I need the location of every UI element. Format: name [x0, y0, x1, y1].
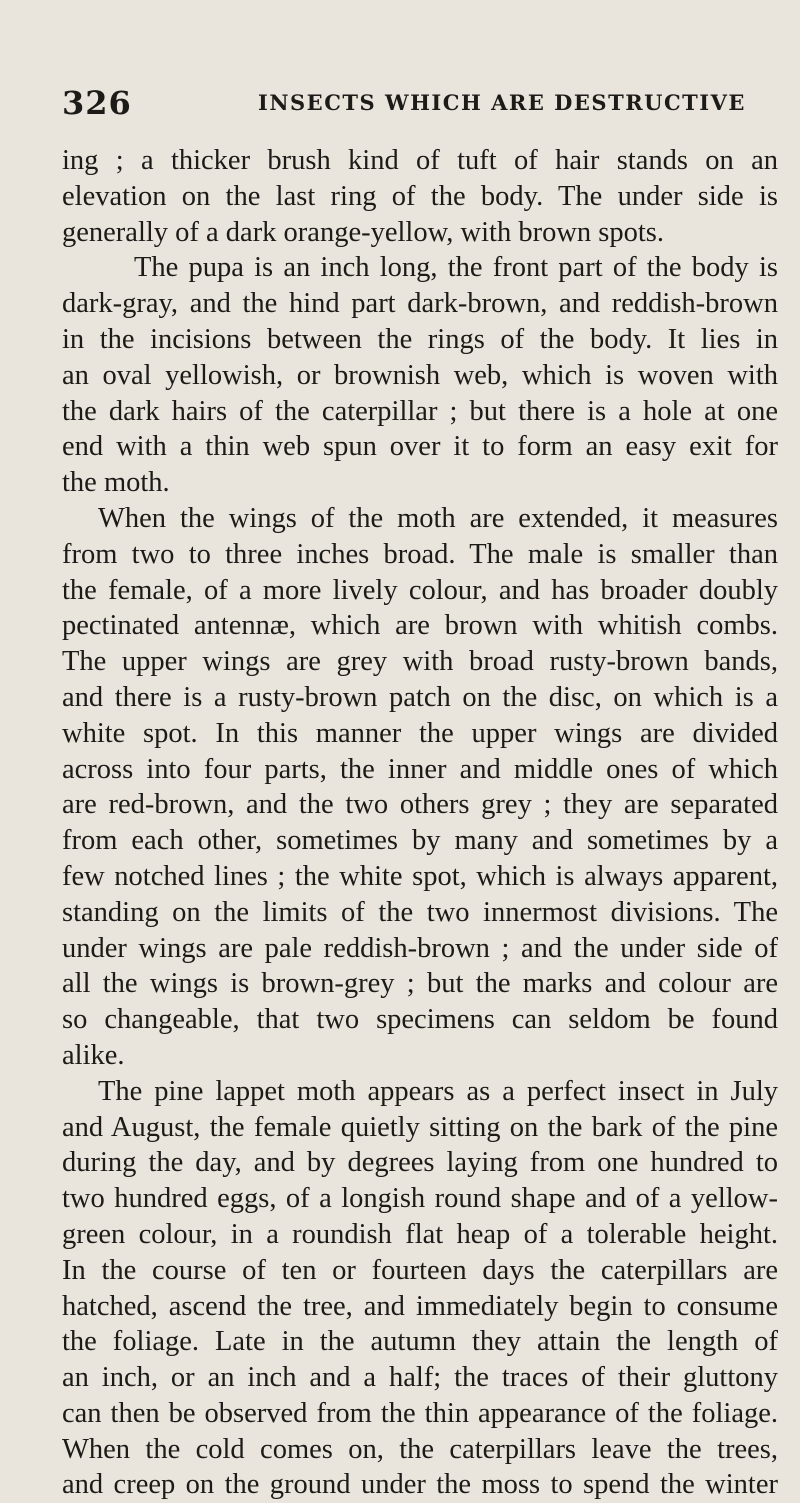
text-line: are red-brown, and the two others grey ; they are separated — [62, 789, 778, 821]
text-line: The pupa is an inch long, the front part of the body is — [134, 252, 778, 284]
text-line: In the course of ten or fourteen days the caterpillars are — [62, 1254, 778, 1286]
text-line: The pine lappet moth appears as a perfect insect in July — [98, 1075, 778, 1107]
body-text — [62, 143, 778, 1503]
text-line: dark-gray, and the hind part dark-brown, and reddish-brown — [62, 288, 778, 320]
text-line: few notched lines ; the white spot, which is always apparent, — [62, 860, 778, 892]
text-line: elevation on the last ring of the body. The under side is — [62, 180, 778, 212]
text-line: ing ; a thicker brush kind of tuft of hair stands on an — [62, 145, 778, 176]
text-line: standing on the limits of the two innermost divisions. The — [62, 896, 778, 928]
text-line: from two to three inches broad. The male is smaller than — [62, 538, 778, 570]
text-line: from each other, sometimes by many and sometimes by a — [62, 825, 778, 857]
text-line: during the day, and by degrees laying from one hundred to — [62, 1147, 778, 1179]
text-line: the dark hairs of the caterpillar ; but there is a hole at one — [62, 395, 778, 427]
text-line: and creep on the ground under the moss to spend the winter — [62, 1469, 778, 1501]
text-line: and there is a rusty-brown patch on the disc, on which is a — [62, 681, 778, 713]
text-line: hatched, ascend the tree, and immediately begin to consume — [62, 1290, 778, 1322]
text-line: across into four parts, the inner and middle ones of which — [62, 753, 778, 785]
text-line: When the cold comes on, the caterpillars leave the trees, — [62, 1433, 778, 1465]
text-line: white spot. In this manner the upper wings are divided — [62, 717, 778, 749]
text-line: and August, the female quietly sitting on the bark of the pine — [62, 1111, 778, 1143]
text-line: the female, of a more lively colour, and has broader doubly — [62, 574, 778, 606]
running-head: INSECTS WHICH ARE DESTRUCTIVE — [258, 90, 746, 115]
text-line: When the wings of the moth are extended, it measures — [98, 502, 778, 534]
text-line: end with a thin web spun over it to form an easy exit for — [62, 431, 778, 463]
text-line: so changeable, that two specimens can seldom be found — [62, 1004, 778, 1036]
text-line: in the incisions between the rings of the body. It lies in — [62, 323, 778, 355]
text-line: generally of a dark orange-yellow, with brown spots. — [62, 216, 665, 248]
text-line: all the wings is brown-grey ; but the marks and colour are — [62, 968, 778, 1000]
text-line: pectinated antennæ, which are brown with whitish combs. — [62, 610, 778, 642]
text-line: the foliage. Late in the autumn they attain the length of — [62, 1326, 778, 1358]
text-line: the moth. — [62, 467, 170, 499]
text-line: green colour, in a roundish flat heap of a tolerable height. — [62, 1218, 778, 1250]
text-line: under wings are pale reddish-brown ; and the under side of — [62, 932, 778, 964]
page-number: 326 — [62, 84, 132, 122]
text-line: an oval yellowish, or brownish web, which is woven with — [62, 359, 778, 391]
text-line: can then be observed from the thin appearance of the foliage. — [62, 1397, 778, 1429]
text-line: The upper wings are grey with broad rusty-brown bands, — [62, 646, 778, 678]
text-line: alike. — [62, 1039, 125, 1071]
text-line: two hundred eggs, of a longish round shape and of a yellow- — [62, 1183, 778, 1215]
text-line: an inch, or an inch and a half; the traces of their gluttony — [62, 1362, 778, 1394]
